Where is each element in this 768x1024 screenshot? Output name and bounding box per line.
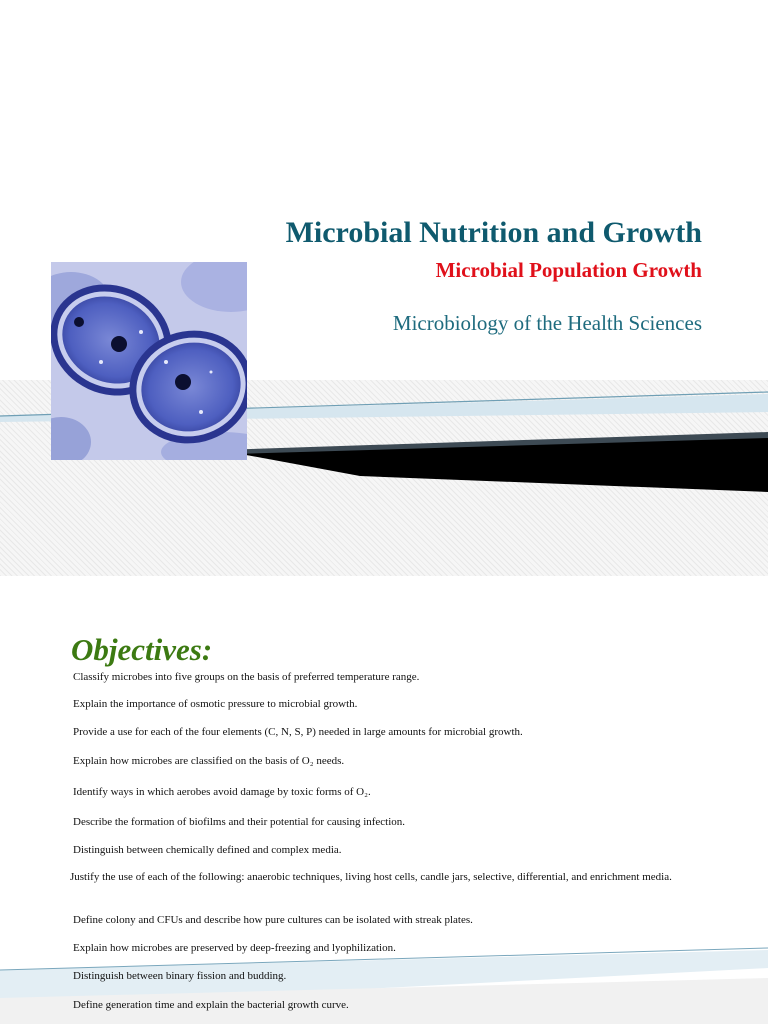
slide-title: Microbial Nutrition and Growth	[285, 216, 702, 249]
objective-item: Classify microbes into five groups on the basis of preferred temperature range.	[73, 671, 420, 683]
objective-item: Define generation time and explain the bacterial growth curve.	[73, 999, 349, 1011]
objective-item: Explain how microbes are preserved by deep-freezing and lyophilization.	[73, 942, 396, 954]
course-name: Microbiology of the Health Sciences	[392, 311, 702, 335]
objective-item: Explain the importance of osmotic pressure to microbial growth.	[73, 698, 358, 710]
objective-item: Justify the use of each of the following: anaerobic techniques, living host cells, candle jars, selective, differential, and enrichment media.	[70, 871, 672, 883]
objective-item: Explain how microbes are classified on the basis of O₂ needs.	[73, 755, 345, 767]
objective-item: Distinguish between chemically defined and complex media.	[73, 844, 342, 856]
slide-subtitle: Microbial Population Growth	[435, 258, 702, 282]
objective-item: Identify ways in which aerobes avoid damage by toxic forms of O₂.	[73, 786, 371, 798]
objectives-heading: Objectives:	[71, 632, 213, 667]
objective-item: Describe the formation of biofilms and their potential for causing infection.	[73, 816, 406, 828]
microbe-micrograph	[51, 262, 247, 460]
objective-item: Distinguish between binary fission and budding.	[73, 970, 287, 982]
objective-item: Provide a use for each of the four elements (C, N, S, P) needed in large amounts for microbial growth.	[73, 726, 523, 738]
objective-item: Define colony and CFUs and describe how pure cultures can be isolated with streak plates.	[73, 914, 473, 926]
